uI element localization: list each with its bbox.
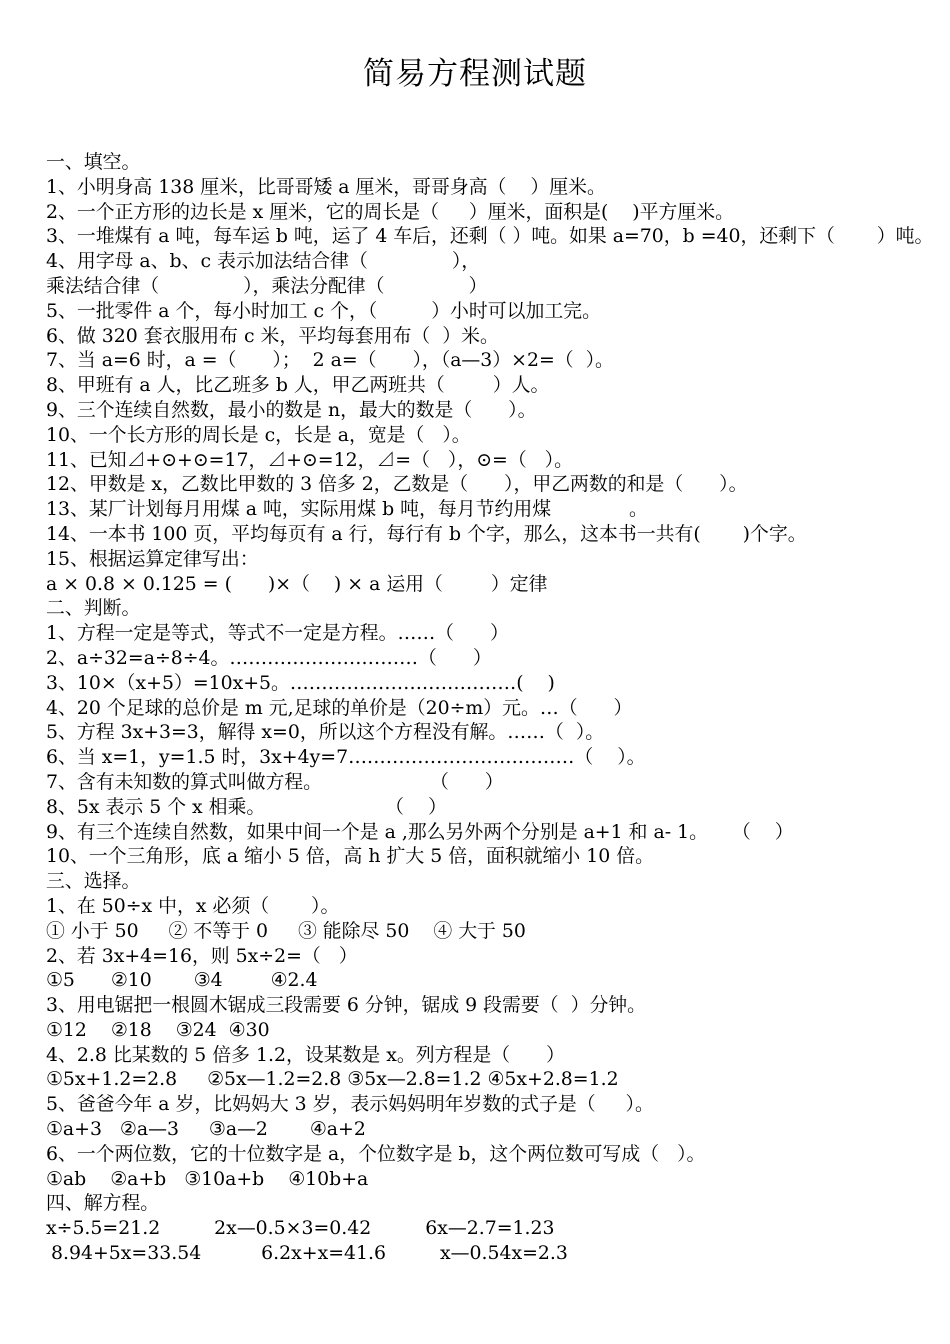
question-line: 11、已知⊿+⊙+⊙=17，⊿+⊙=12，⊿=（ ），⊙=（ ）。 — [46, 448, 573, 471]
question-line: 5、方程 3x+3=3，解得 x=0，所以这个方程没有解。……（ ）。 — [46, 721, 605, 744]
question-line: 1、小明身高 138 厘米，比哥哥矮 a 厘米，哥哥身高（ ）厘米。 — [46, 175, 606, 198]
section-heading-multiple-choice: 三、选择。 — [46, 870, 141, 893]
equation-row: 8.94+5x=33.54 6.2x+x=41.6 x—0.54x=2.3 — [51, 1242, 568, 1265]
question-line: 9、有三个连续自然数，如果中间一个是 a ,那么另外两个分别是 a+1 和 a- 1。 （ ） — [46, 820, 794, 843]
question-line: 10、一个长方形的周长是 c，长是 a，宽是（ ）。 — [46, 423, 471, 446]
question-line: 15、根据运算定律写出： — [46, 547, 259, 570]
question-line: 7、含有未知数的算式叫做方程。 （ ） — [46, 770, 504, 793]
question-line: 乘法结合律（ ），乘法分配律（ ） — [46, 274, 488, 297]
section-heading-solve-equations: 四、解方程。 — [46, 1192, 160, 1215]
question-line: 3、用电锯把一根圆木锯成三段需要 6 分钟，锯成 9 段需要（ ）分钟。 — [46, 994, 647, 1017]
question-line: 6、做 320 套衣服用布 c 米，平均每套用布（ ）米。 — [46, 324, 499, 347]
question-line: 4、20 个足球的总价是 m 元,足球的单价是（20÷m）元。…（ ） — [46, 696, 633, 719]
question-line: 2、若 3x+4=16，则 5x÷2=（ ） — [46, 944, 358, 967]
question-line: 6、一个两位数，它的十位数字是 a，个位数字是 b，这个两位数可写成（ ）。 — [46, 1142, 706, 1165]
page-title: 简易方程测试题 — [363, 56, 587, 92]
equation-row: x÷5.5=21.2 2x—0.5×3=0.42 6x—2.7=1.23 — [46, 1217, 555, 1240]
question-line: 5、一批零件 a 个，每小时加工 c 个，（ ）小时可以加工完。 — [46, 299, 601, 322]
question-line: 9、三个连续自然数，最小的数是 n，最大的数是（ ）。 — [46, 398, 537, 421]
question-line: 8、甲班有 a 人，比乙班多 b 人，甲乙两班共（ ）人。 — [46, 374, 550, 397]
question-line: 3、10×（x+5）=10x+5。………………………………( ) — [46, 671, 555, 694]
question-line: 1、在 50÷x 中，x 必须（ ）。 — [46, 894, 340, 917]
question-line: 2、一个正方形的边长是 x 厘米，它的周长是（ ）厘米，面积是( )平方厘米。 — [46, 200, 734, 223]
choice-options: ①5x+1.2=2.8 ②5x—1.2=2.8 ③5x—2.8=1.2 ④5x+2.8=1.2 — [46, 1068, 619, 1091]
question-line: 4、用字母 a、b、c 表示加法结合律（ ）， — [46, 250, 481, 273]
question-line: 8、5x 表示 5 个 x 相乘。 （ ） — [46, 795, 447, 818]
choice-options: ① 小于 50 ② 不等于 0 ③ 能除尽 50 ④ 大于 50 — [46, 919, 526, 942]
choice-options: ①ab ②a+b ③10a+b ④10b+a — [46, 1167, 369, 1190]
worksheet-body — [46, 150, 950, 1266]
choice-options: ①a+3 ②a—3 ③a—2 ④a+2 — [46, 1118, 366, 1141]
choice-options: ①12 ②18 ③24 ④30 — [46, 1018, 270, 1041]
section-heading-true-false: 二、判断。 — [46, 597, 141, 620]
question-line: 4、2.8 比某数的 5 倍多 1.2，设某数是 x。列方程是（ ） — [46, 1043, 565, 1066]
question-line: 13、某厂计划每月用煤 a 吨，实际用煤 b 吨，每月节约用煤 。 — [46, 498, 648, 521]
question-line: a × 0.8 × 0.125 = ( )×（ ) × a 运用（ ）定律 — [46, 572, 548, 595]
question-line: 3、一堆煤有 a 吨，每车运 b 吨，运了 4 车后，还剩（ ）吨。如果 a=70，b =40，还剩下（ ）吨。 — [46, 225, 934, 248]
question-line: 10、一个三角形，底 a 缩小 5 倍，高 h 扩大 5 倍，面积就缩小 10 倍。 — [46, 845, 654, 868]
choice-options: ①5 ②10 ③4 ④2.4 — [46, 969, 318, 992]
question-line: 1、方程一定是等式，等式不一定是方程。……（ ） — [46, 622, 509, 645]
question-line: 6、当 x=1，y=1.5 时，3x+4y=7………………………………（ ）。 — [46, 746, 646, 769]
question-line: 2、a÷32=a÷8÷4。…………………………（ ） — [46, 646, 492, 669]
question-line: 7、当 a=6 时，a =（ ）； 2 a=（ ），（a—3）×2=（ ）。 — [46, 349, 614, 372]
question-line: 5、爸爸今年 a 岁，比妈妈大 3 岁，表示妈妈明年岁数的式子是（ ）。 — [46, 1093, 654, 1116]
question-line: 14、一本书 100 页，平均每页有 a 行，每行有 b 个字，那么，这本书一共有( )个字。 — [46, 522, 807, 545]
question-line: 12、甲数是 x，乙数比甲数的 3 倍多 2，乙数是（ ），甲乙两数的和是（ ）。 — [46, 473, 748, 496]
section-heading-fill-blank: 一、填空。 — [46, 151, 141, 173]
